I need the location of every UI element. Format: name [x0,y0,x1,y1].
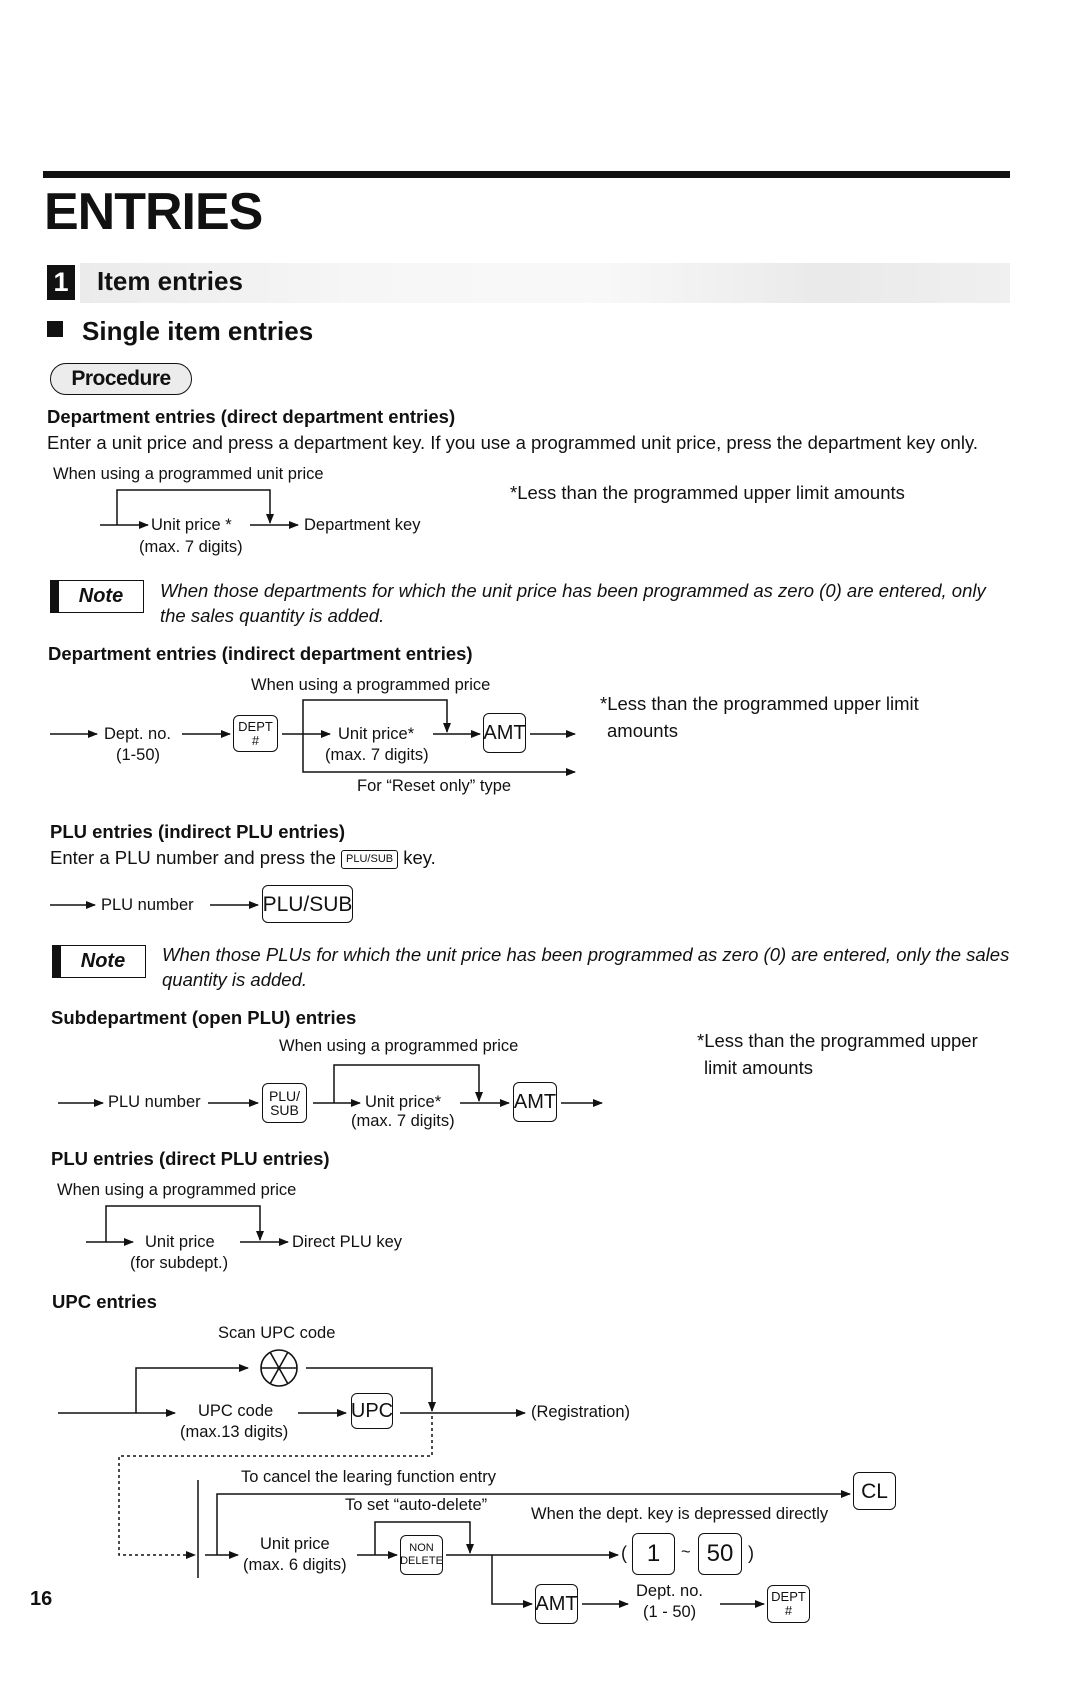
upc-result-registration: (Registration) [531,1403,631,1421]
amt-key: AMT [535,1584,578,1624]
upc-key: UPC [351,1393,393,1429]
upc-cancel-label: To cancel the learing function entry [241,1468,496,1486]
subdept-footnote-1: *Less than the programmed upper [697,1030,978,1051]
dept-direct-step-unit-price: Unit price * [151,516,232,534]
dept-direct-heading: Department entries (direct department entries) [47,406,456,427]
plu-sub-key-line1: PLU/ [268,1088,301,1104]
upc-auto-delete-label: To set “auto-delete” [345,1496,488,1514]
subdept-step-unit-price: Unit price* [365,1093,442,1111]
note-badge: Note [50,580,144,613]
subdept-step-plu-number: PLU number [108,1093,201,1111]
dept-key-hash: # [251,732,260,748]
dept-indirect-step-unit-price-sub: (max. 7 digits) [325,746,429,764]
procedure-badge: Procedure [50,363,192,395]
plu-sub-key-line2: SUB [270,1102,299,1118]
dept-direct-bypass-label: When using a programmed unit price [53,465,324,483]
non-delete-key [400,1535,443,1575]
subdept-footnote-2: limit amounts [704,1057,813,1078]
cl-key: CL [853,1472,896,1510]
non-delete-key-line1: NON [409,1542,434,1554]
upc-dept-no: Dept. no. [636,1582,703,1600]
paren-open: ( [621,1543,627,1563]
note-text: When those PLUs for which the unit price has been programmed as zero (0) are entered, only the sales quantity is added. [162,944,1010,990]
dept-indirect-footnote-1: *Less than the programmed upper limit [600,693,919,714]
plu-sub-key [262,1083,307,1123]
subdept-bypass-label: When using a programmed price [279,1037,519,1055]
plu-indirect-heading: PLU entries (indirect PLU entries) [50,821,346,842]
upc-unit-price: Unit price [260,1535,330,1553]
plu-direct-heading: PLU entries (direct PLU entries) [51,1148,330,1169]
amt-key: AMT [513,1082,557,1122]
page-number: 16 [30,1588,53,1610]
paren-close: ) [748,1543,754,1563]
dept-1-key: 1 [632,1533,675,1575]
dept-direct-step-dept-key: Department key [304,516,421,534]
plu-indirect-step-plu-number: PLU number [101,896,194,914]
plu-sub-inline-key: PLU/SUB [341,850,398,869]
range-tilde: ~ [681,1543,691,1561]
section-number: 1 [47,265,75,300]
dept-direct-body: Enter a unit price and press a department key. If you use a programmed unit price, press the department key only. [47,432,978,453]
note-badge: Note [52,945,146,978]
plu-indirect-body-tail: key. [403,847,436,868]
amt-key: AMT [483,713,526,753]
subdept-heading: Subdepartment (open PLU) entries [51,1007,357,1028]
dept-indirect-step-dept-no: Dept. no. [104,725,171,743]
scanner-icon [261,1350,297,1386]
note-text: When those departments for which the unit price has been programmed as zero (0) are entered, only the sales quantity is added. [160,580,986,626]
plu-direct-step-direct-plu-key: Direct PLU key [292,1233,403,1251]
dept-direct-step-unit-price-sub: (max. 7 digits) [139,538,243,556]
dept-key [767,1585,810,1623]
upc-dept-no-sub: (1 - 50) [643,1603,697,1621]
section-title: Item entries [97,266,243,296]
upc-step-code: UPC code [198,1402,274,1420]
upc-unit-price-sub: (max. 6 digits) [243,1556,347,1574]
subsection-title: Single item entries [82,316,314,346]
upc-scan-label: Scan UPC code [218,1324,336,1342]
bullet-square-icon [47,321,63,337]
page-title: ENTRIES [44,183,263,241]
plu-direct-step-unit-price-sub: (for subdept.) [130,1254,229,1272]
upc-step-code-sub: (max.13 digits) [180,1423,289,1441]
dept-direct-footnote: *Less than the programmed upper limit amounts [510,482,905,503]
dept-key-label: DEPT [238,718,273,734]
plu-indirect-body-text: Enter a PLU number and press the [50,847,336,868]
dept-key-hash: # [784,1603,793,1618]
dept-indirect-bypass-label: When using a programmed price [251,676,491,694]
dept-indirect-heading: Department entries (indirect department entries) [48,643,473,664]
dept-50-key: 50 [698,1533,742,1575]
subdept-step-unit-price-sub: (max. 7 digits) [351,1112,455,1130]
plu-direct-bypass-label: When using a programmed price [57,1181,297,1199]
plu-sub-key: PLU/SUB [262,885,353,923]
dept-key-label: DEPT [771,1589,806,1604]
top-rule [43,171,1010,178]
dept-indirect-footnote-2: amounts [607,720,678,741]
dept-indirect-step-unit-price: Unit price* [338,725,415,743]
dept-key [233,715,278,752]
dept-indirect-reset-label: For “Reset only” type [357,777,512,795]
upc-direct-label: When the dept. key is depressed directly [531,1505,829,1523]
plu-direct-step-unit-price: Unit price [145,1233,215,1251]
upc-heading: UPC entries [52,1291,157,1312]
plu-indirect-body [50,847,436,871]
non-delete-key-line2: DELETE [400,1555,443,1567]
dept-indirect-step-dept-no-sub: (1-50) [116,746,161,764]
